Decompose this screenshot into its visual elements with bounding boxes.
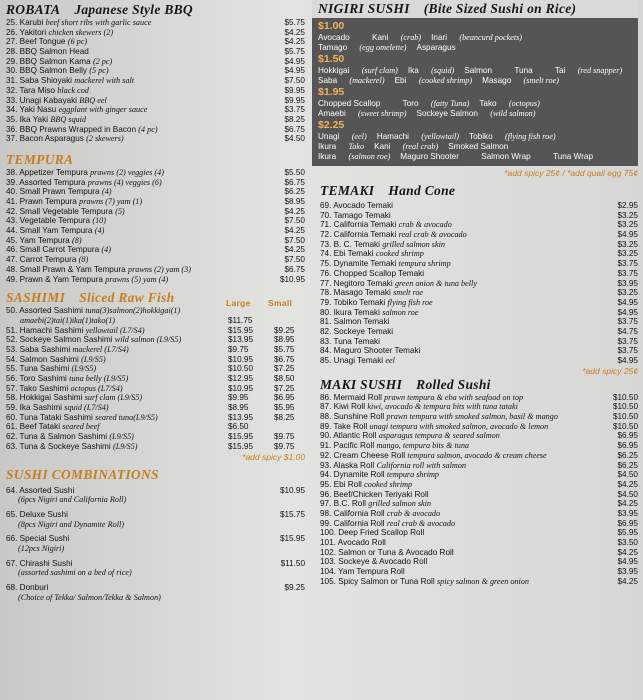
nigiri-line [318, 76, 632, 86]
nigiri-box [312, 0, 638, 166]
list-item: 42. Small Vegetable Tempura (5) $4.25 [6, 206, 305, 216]
list-item-sub: (assorted sashimi on a bed of rice) [18, 568, 132, 578]
list-item: 67. Chirashi Sushi $11.50 [6, 558, 305, 568]
list-item: 64. Assorted Sushi $10.95 [6, 485, 305, 495]
list-item: 87. Kiwi Roll kiwi, avocado & tempura bits with tuna tataki $10.50 [320, 402, 638, 412]
list-item: 82. Sockeye Temaki $4.75 [320, 326, 638, 336]
sashimi-header [6, 290, 305, 309]
list-item-sub: (12pcs Nigiri) [18, 543, 65, 553]
nigiri-item: Tai (red snapper) [554, 66, 623, 75]
list-item: 32. Tara Miso black cod $9.95 [6, 85, 305, 95]
right-column [312, 0, 638, 586]
left-column [6, 0, 305, 607]
section-subtitle: Japanese Style BBQ [74, 2, 193, 17]
list-item: 92. Cream Cheese Roll tempura salmon, avocado & cream cheese $6.25 [320, 450, 638, 460]
list-item-sub: (6pcs Nigiri and California Roll) [18, 495, 127, 505]
nigiri-line [318, 66, 632, 76]
combos-header [6, 467, 305, 483]
nigiri-item: Ebi (cooked shrimp) [394, 76, 473, 85]
list-item: 72. California Temaki real crab & avocado $4.95 [320, 230, 638, 240]
list-item: 96. Beef/Chicken Teriyaki Roll $4.50 [320, 489, 638, 499]
nigiri-price: $1.00 [318, 20, 345, 32]
list-item: 27. Beef Tongue (6 pc) $4.25 [6, 37, 305, 47]
section-title: ROBATA [6, 2, 61, 17]
sashimi-assorted [6, 306, 305, 325]
list-item: 53. Saba Sashimi mackerel (L7/S4) $9.75 $5.75 [6, 344, 295, 354]
section-title: SASHIMI [6, 290, 66, 306]
col-large-label: Large [226, 298, 251, 309]
robata-list [6, 18, 305, 144]
nigiri-line [318, 43, 632, 53]
list-item: 69. Avocado Temaki $2.95 [320, 201, 638, 210]
nigiri-line [318, 109, 632, 119]
list-item: 93. Alaska Roll California roll with salmon $6.25 [320, 460, 638, 470]
list-item: 33. Unagi Kabayaki BBQ eel $9.95 [6, 95, 305, 105]
list-item: 38. Appetizer Tempura prawns (2) veggies (4) $5.50 [6, 167, 305, 177]
list-item: 100. Deep Fried Scallop Roll $5.95 [320, 528, 638, 538]
list-item: 49. Prawn & Yam Tempura prawns (5) yam (4) $10.95 [6, 274, 305, 284]
nigiri-spicy-note: *add spicy 25¢ / *add quail egg 75¢ [504, 168, 638, 178]
list-item-sub: (Choice of Tekka/ Salmon/Tekka & Salmon) [18, 592, 161, 602]
list-item: 43. Vegetable Tempura (10) $7.50 [6, 216, 305, 226]
list-item: 105. Spicy Salmon or Tuna Roll spicy salmon & green onion $4.25 [320, 576, 638, 586]
list-item: 36. BBQ Prawns Wrapped in Bacon (4 pc) $6.75 [6, 124, 305, 134]
list-item: 26. Yakitori chicken skewers (2) $4.25 [6, 27, 305, 37]
section-title: TEMAKI [320, 183, 375, 198]
tempura-list [6, 168, 305, 284]
list-item: 47. Carrot Tempura (8) $7.50 [6, 255, 305, 265]
nigiri-item: Salmon Wrap [481, 152, 531, 161]
nigiri-item: Chopped Scallop [318, 99, 381, 108]
list-item: 44. Small Yam Tempura (4) $4.25 [6, 226, 305, 236]
list-item: 99. California Roll real crab & avocado $6.95 [320, 518, 638, 528]
list-item: 25. Karubi beef short ribs with garlic sauce $5.75 [6, 18, 305, 27]
list-item: 104. Yam Tempura Roll $3.95 [320, 567, 638, 577]
combos-list [6, 486, 305, 608]
list-item: 84. Maguro Shooter Temaki $3.75 [320, 346, 638, 356]
list-item: 62. Tuna & Salmon Sashimi (L9/S5) $15.95 $9.75 [6, 432, 295, 442]
section-title: SUSHI COMBINATIONS [6, 466, 159, 482]
nigiri-item: Unagi (eel) [318, 132, 367, 141]
list-item: 55. Tuna Sashimi (L9/S5) $10.50 $7.25 [6, 364, 295, 374]
nigiri-line [318, 132, 632, 142]
list-item: 76. Chopped Scallop Temaki $3.75 [320, 268, 638, 278]
maki-list [312, 393, 638, 587]
nigiri-item: Tamago (egg omelette) [318, 43, 407, 52]
section-subtitle: Rolled Sushi [416, 376, 491, 392]
nigiri-item: Tuna [514, 66, 533, 75]
nigiri-item: Tuna Wrap [552, 152, 594, 161]
list-item: 63. Tuna & Sockeye Sashimi (L9/S5) $15.95 $9.75 [6, 441, 295, 451]
list-item: 57. Tako Sashimi octopus (L7/S4) $10.95 $7.25 [6, 383, 295, 393]
nigiri-line [318, 142, 632, 152]
list-item: 77. Negitoro Temaki green onion & tuna belly $3.95 [320, 278, 638, 288]
nigiri-item: Kani (real crab) [374, 142, 439, 151]
list-item: 39. Assorted Tempura prawns (4) veggies (6) $6.75 [6, 177, 305, 187]
list-item: 30. BBQ Salmon Belly (5 pc) $4.95 [6, 66, 305, 76]
list-item: 31. Saba Shioyaki mackerel with salt $7.50 [6, 76, 305, 86]
list-item: 94. Dynamite Roll tempura shrimp $4.50 [320, 470, 638, 480]
list-item: 29. BBQ Salmon Kama (2 pc) $4.95 [6, 56, 305, 66]
nigiri-item: Ikura (salmon roe) [318, 152, 391, 161]
list-item: 28. BBQ Salmon Head $5.75 [6, 47, 305, 57]
tempura-header [6, 152, 305, 168]
list-item: 89. Take Roll unagi tempura with smoked salmon, avocado & lemon $10.50 [320, 421, 638, 431]
temaki-spicy-note: *add spicy 25¢ [582, 365, 638, 376]
section-title: NIGIRI SUSHI [318, 1, 410, 16]
nigiri-item: Hamachi (yellowtail) [376, 132, 460, 141]
nigiri-header [312, 0, 638, 18]
list-item: 58. Hokkigai Sashimi surf clam (L9/S5) $9.95 $6.95 [6, 393, 295, 403]
maki-header [312, 377, 638, 393]
nigiri-price: $1.50 [318, 53, 345, 65]
section-subtitle: (Bite Sized Sushi on Rice) [423, 1, 577, 16]
list-item: 97. B.C. Roll grilled salmon skin $4.25 [320, 499, 638, 509]
list-item: 56. Toro Sashimi tuna belly (L9/S5) $12.95 $8.50 [6, 374, 295, 383]
nigiri-item: Asparagus [416, 43, 456, 52]
list-item: 86. Mermaid Roll prawn tempura & eba with seafood on top $10.50 [320, 392, 638, 402]
list-item: 74. Ebi Temaki cooked shrimp $3.25 [320, 249, 638, 259]
nigiri-item: Tobiko (flying fish roe) [469, 132, 556, 141]
nigiri-item: Saba (mackerel) [318, 76, 385, 85]
list-item: 68. Donburi $9.25 [6, 583, 305, 592]
list-item: 95. Ebi Roll cooked shrimp $4.25 [320, 479, 638, 489]
nigiri-item: Masago (smelt roe) [482, 76, 559, 85]
list-item: 83. Tuna Temaki $3.75 [320, 336, 638, 346]
list-item: 54. Salmon Sashimi (L9/S5) $10.95 $6.75 [6, 354, 295, 364]
list-item: 81. Salmon Temaki $3.75 [320, 317, 638, 327]
section-title: MAKI SUSHI [320, 376, 403, 392]
nigiri-item: Ika (squid) [407, 66, 455, 75]
list-item: 103. Sockeye & Avocado Roll $4.95 [320, 557, 638, 567]
temaki-header [312, 183, 638, 199]
list-item: 90. Atlantic Roll asparagus tempura & seared salmon $6.95 [320, 431, 638, 441]
section-subtitle: Sliced Raw Fish [79, 290, 175, 306]
list-item: 101. Avocado Roll $3.50 [320, 538, 638, 547]
nigiri-item: Salmon [464, 66, 493, 75]
list-item: 52. Sockeye Salmon Sashimi wild salmon (L9/S5) $13.95 $8.95 [6, 335, 295, 345]
list-item: 66. Special Sushi $15.95 [6, 534, 305, 544]
list-item: amaebi(2)tai(1)ika(1)tako(1) $11.75 [20, 315, 253, 325]
nigiri-groups [318, 20, 632, 162]
list-item: 46. Small Carrot Tempura (4) $4.25 [6, 245, 305, 255]
list-item: 91. Pacific Roll mango, tempura bits & tuna $6.95 [320, 441, 638, 451]
nigiri-item: Tako (octopus) [479, 99, 540, 108]
list-item: 71. California Temaki crab & avocado $3.25 [320, 220, 638, 230]
nigiri-item: Maguro Shooter [400, 152, 459, 161]
list-item: 35. Ika Yaki BBQ squid $8.25 [6, 114, 305, 124]
list-item: 80. Ikura Temaki salmon roe $4.95 [320, 307, 638, 317]
col-small-label: Small [268, 298, 293, 309]
list-item-sub: (8pcs Nigiri and Dynamite Roll) [18, 519, 124, 529]
list-item: 65. Deluxe Sushi $15.75 [6, 509, 305, 519]
list-item: 98. California Roll crab & avocado $3.95 [320, 508, 638, 518]
nigiri-item: Toro (fatty Tuna) [402, 99, 470, 108]
temaki-list [312, 201, 638, 366]
section-title: TEMPURA [6, 151, 74, 167]
list-item: 59. Ika Sashimi squid (L7/S4) $8.95 $5.95 [6, 403, 295, 413]
list-item: 60. Tuna Tataki Sashimi seared tuna(L9/S5) $13.95 $8.25 [6, 412, 295, 422]
nigiri-item: Kani (crab) [372, 33, 422, 42]
sashimi-list [6, 326, 305, 452]
nigiri-price: $1.95 [318, 86, 345, 98]
nigiri-line [318, 33, 632, 43]
list-item: 75. Dynamite Temaki tempura shrimp $3.75 [320, 259, 638, 269]
section-subtitle: Hand Cone [388, 183, 456, 198]
nigiri-line [318, 152, 632, 162]
list-item: 34. Yaki Nasu eggplant with ginger sauce $3.75 [6, 105, 305, 115]
nigiri-price: $2.25 [318, 119, 345, 131]
nigiri-item: Amaebi (sweet shrimp) [318, 109, 407, 118]
sashimi-spicy-note: *add spicy $1.00 [242, 451, 305, 462]
list-item: 50. Assorted Sashimi tuna(3)salmon(2)hokkigai(1) [6, 306, 181, 316]
list-item: 73. B. C. Temaki grilled salmon skin $3.25 [320, 239, 638, 249]
list-item: 40. Small Prawn Tempura (4) $6.25 [6, 187, 305, 197]
nigiri-line [318, 99, 632, 109]
list-item: 37. Bacon Asparagus (2 skewers) $4.50 [6, 134, 305, 144]
list-item: 61. Beef Tataki seared beef $6.50 [6, 422, 249, 432]
nigiri-item: Avocado [318, 33, 350, 42]
list-item: 41. Prawn Tempura prawns (7) yam (1) $8.95 [6, 197, 305, 206]
list-item: 88. Sunshine Roll prawn tempura with smoked salmon, basil & mango $10.50 [320, 412, 638, 422]
list-item: 70. Tamago Temaki $3.25 [320, 210, 638, 220]
nigiri-item: Hokkigai (surf clam) [318, 66, 398, 75]
robata-header [6, 2, 305, 18]
list-item: 51. Hamachi Sashimi yellowtail (L7/S4) $15.95 $9.25 [6, 325, 295, 335]
nigiri-item: Smoked Salmon [448, 142, 509, 151]
list-item: 45. Yam Tempura (8) $7.50 [6, 235, 305, 245]
list-item: 48. Small Prawn & Yam Tempura prawns (2) yam (3) $6.75 [6, 264, 305, 274]
list-item: 79. Tobiko Temaki flying fish roe $4.95 [320, 297, 638, 307]
nigiri-item: Inari (beancurd pockets) [431, 33, 523, 42]
list-item: 102. Salmon or Tuna & Avocado Roll $4.25 [320, 547, 638, 557]
nigiri-item: Sockeye Salmon (wild salmon) [416, 109, 536, 118]
list-item: 78. Masago Temaki smelt roe $3.25 [320, 288, 638, 298]
nigiri-item: Ikura Tako [318, 142, 365, 151]
list-item: 85. Unagi Temaki eel $4.95 [320, 356, 638, 365]
